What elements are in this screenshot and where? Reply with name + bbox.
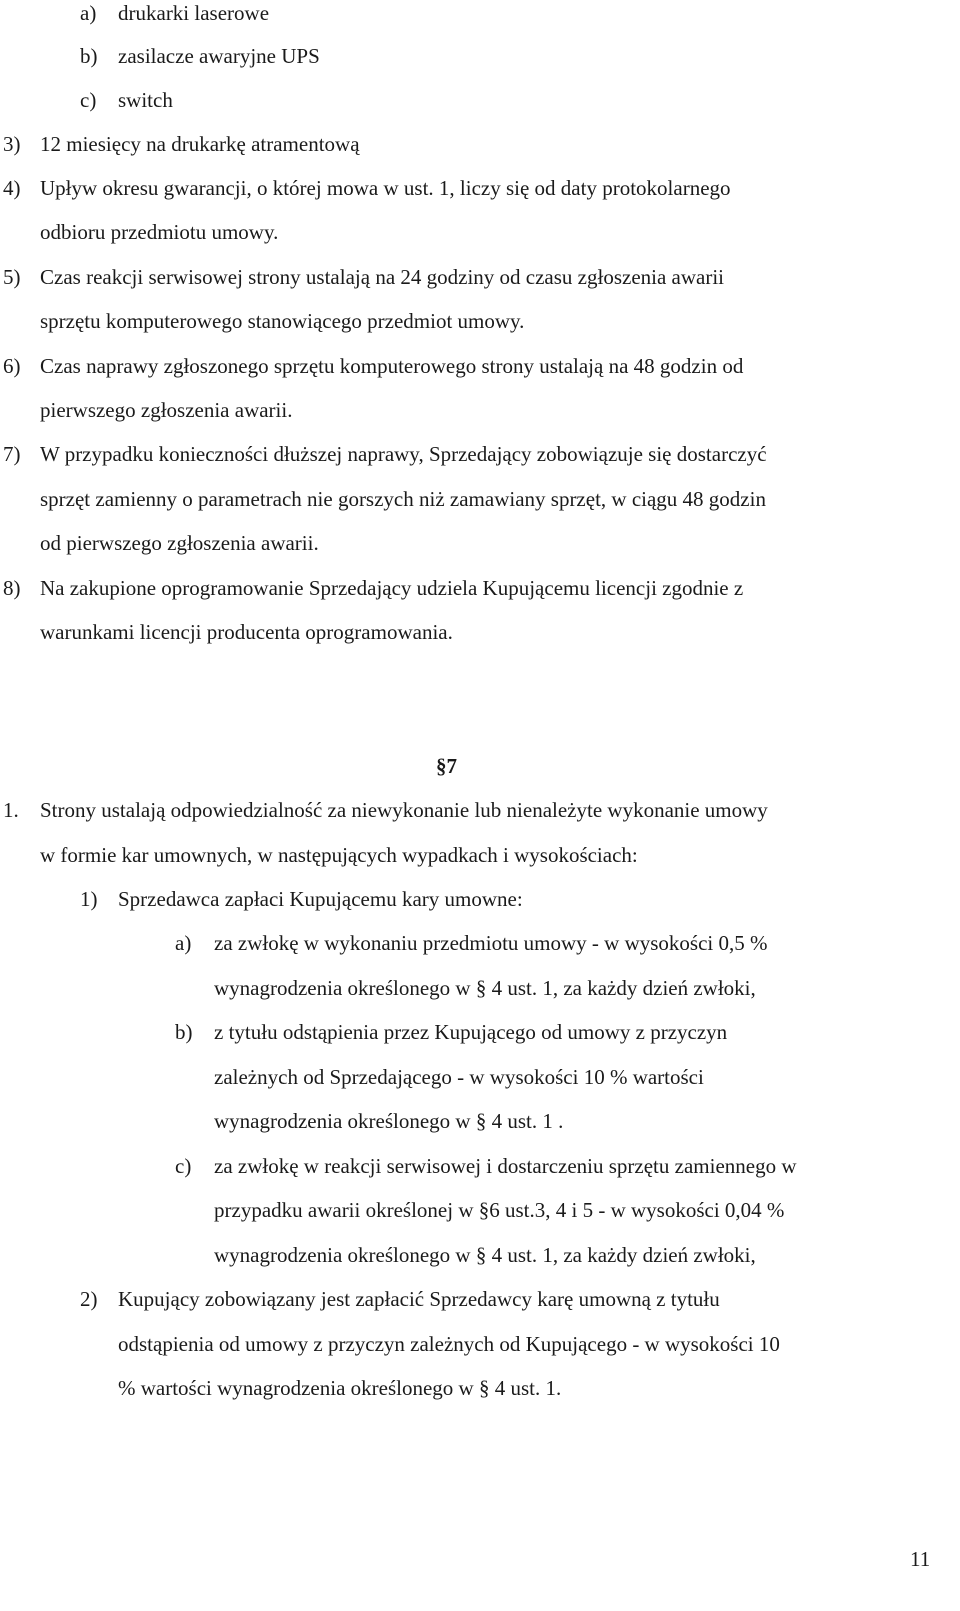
sub-label: 1) [80,887,98,911]
list-label: b) [80,44,98,68]
item-line: Na zakupione oprogramowanie Sprzedający udziela Kupującemu licencji zgodnie z [40,576,744,600]
item-line: sprzęt zamienny o parametrach nie gorszych niż zamawiany sprzęt, w ciągu 48 godzin [40,487,766,511]
item-line: warunkami licencji producenta oprogramowania. [40,620,453,644]
subitem-line: wynagrodzenia określonego w § 4 ust. 1, za każdy dzień zwłoki, [214,976,756,1000]
sub-line: odstąpienia od umowy z przyczyn zależnych od Kupującego - w wysokości 10 [118,1332,780,1356]
section-label: 1. [3,798,19,822]
sub-label: 2) [80,1287,98,1311]
list-item-text: switch [118,88,173,112]
item-label: 5) [3,265,21,289]
item-line: Czas naprawy zgłoszonego sprzętu komputerowego strony ustalają na 48 godzin od [40,354,744,378]
section-heading: §7 [436,754,457,778]
item-line: Upływ okresu gwarancji, o której mowa w ust. 1, liczy się od daty protokolarnego [40,176,731,200]
section-line: w formie kar umownych, w następujących wypadkach i wysokościach: [40,843,638,867]
item-label: 6) [3,354,21,378]
item-label: 8) [3,576,21,600]
subitem-line: z tytułu odstąpienia przez Kupującego od umowy z przyczyn [214,1020,728,1044]
subitem-label: c) [175,1154,192,1178]
subitem-line: wynagrodzenia określonego w § 4 ust. 1 . [214,1109,564,1133]
list-label: c) [80,88,97,112]
list-label: a) [80,1,97,25]
subitem-line: za zwłokę w reakcji serwisowej i dostarczeniu sprzętu zamiennego w [214,1154,797,1178]
sub-line: Kupujący zobowiązany jest zapłacić Sprzedawcy karę umowną z tytułu [118,1287,720,1311]
subitem-line: wynagrodzenia określonego w § 4 ust. 1, za każdy dzień zwłoki, [214,1243,756,1267]
item-line: W przypadku konieczności dłuższej naprawy, Sprzedający zobowiązuje się dostarczyć [40,442,767,466]
page-number: 11 [910,1547,931,1571]
item-line: pierwszego zgłoszenia awarii. [40,398,293,422]
subitem-line: za zwłokę w wykonaniu przedmiotu umowy - w wysokości 0,5 % [214,931,768,955]
item-label: 7) [3,442,21,466]
item-label: 4) [3,176,21,200]
subitem-line: zależnych od Sprzedającego - w wysokości 10 % wartości [214,1065,704,1089]
subitem-label: a) [175,931,192,955]
subitem-line: przypadku awarii określonej w §6 ust.3, 4 i 5 - w wysokości 0,04 % [214,1198,785,1222]
sub-line: % wartości wynagrodzenia określonego w § 4 ust. 1. [118,1376,562,1400]
item-line: Czas reakcji serwisowej strony ustalają na 24 godziny od czasu zgłoszenia awarii [40,265,725,289]
section-line: Strony ustalają odpowiedzialność za niewykonanie lub nienależyte wykonanie umowy [40,798,768,822]
item-label: 3) [3,132,21,156]
subitem-label: b) [175,1020,193,1044]
item-line: 12 miesięcy na drukarkę atramentową [40,132,360,156]
list-item-text: drukarki laserowe [118,1,270,25]
item-line: sprzętu komputerowego stanowiącego przedmiot umowy. [40,309,525,333]
sub-text: Sprzedawca zapłaci Kupującemu kary umowne: [118,887,523,911]
item-line: od pierwszego zgłoszenia awarii. [40,531,319,555]
item-line: odbioru przedmiotu umowy. [40,220,279,244]
list-item-text: zasilacze awaryjne UPS [118,44,320,68]
